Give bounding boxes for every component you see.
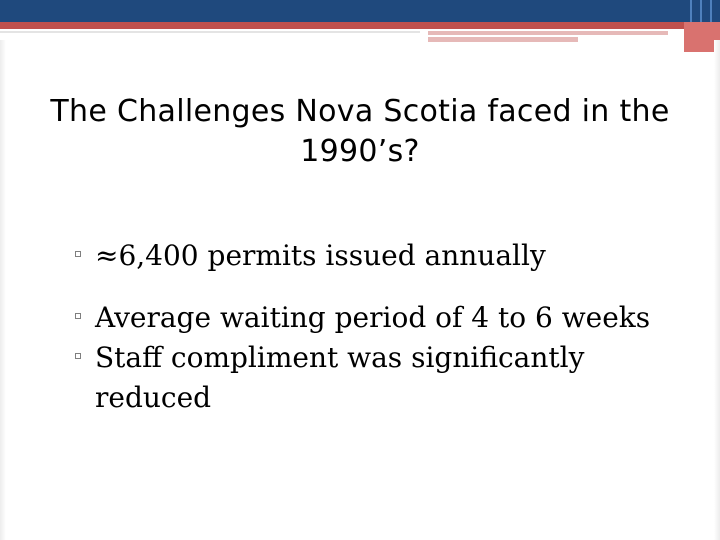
hollow-square-bullet-icon <box>75 353 81 359</box>
bullet-item <box>75 298 675 338</box>
bullet-item <box>75 236 675 276</box>
bullet-text: Staff compliment was significantly reduced <box>95 341 585 414</box>
bullet-text: Average waiting period of 4 to 6 weeks <box>95 301 651 334</box>
hollow-square-bullet-icon <box>75 313 81 319</box>
header-band-pink <box>428 31 668 35</box>
side-shade-left <box>0 40 6 540</box>
bullet-list <box>75 236 675 418</box>
header-band-red <box>0 22 684 29</box>
header-band-gray <box>0 31 420 33</box>
hollow-square-bullet-icon <box>75 251 81 257</box>
bullet-item <box>75 338 675 418</box>
slide-title: The Challenges Nova Scotia faced in the 1990’s? <box>50 94 670 169</box>
bullet-text: ≈6,400 permits issued annually <box>95 239 546 272</box>
side-shade-right <box>714 40 720 540</box>
header-band-pink <box>428 37 578 42</box>
header-band-navy <box>0 0 720 22</box>
